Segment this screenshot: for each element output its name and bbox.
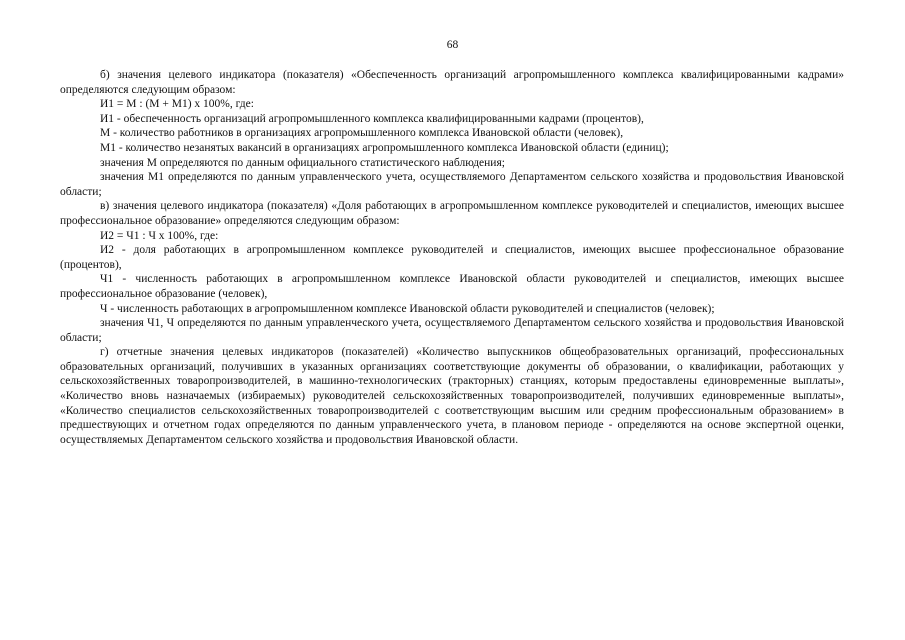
source-m1: значения М1 определяются по данным управленческого учета, осуществляемого Департаментом сельского хозяйства и продовольствия Ивановской области; — [60, 171, 844, 198]
paragraph-g: г) отчетные значения целевых индикаторов (показателей) «Количество выпускников общеобразовательных организаций, профессиональных образовательных организаций, получивших в указанных организациях соответствующие документы об образовании, о квалификации, работающих у сельскохозяйственных товаропроизводителей, в машинно-технологических (тракторных) станциях, которым предоставлены единовременные выплаты», «Количество вновь назначаемых (избираемых) руководителей сельскохозяйственных товаропроизводителей, получивших единовременные выплаты», «Количество специалистов сельскохозяйственных товаропроизводителей с соответствующим высшим или средним профессиональным образованием» в предшествующих и отчетном годах определяются по данным управленческого учета, в плановом периоде - определяются на основе экспертной оценки, осуществляемых Департаментом сельского хозяйства и продовольствия Ивановской области. — [60, 346, 844, 446]
definition-m: М - количество работников в организациях агропромышленного комплекса Ивановской области (человек), — [100, 127, 624, 140]
definition-ch: Ч - численность работающих в агропромышленном комплексе Ивановской области руководителей и специалистов (человек); — [100, 302, 715, 315]
formula-i2: И2 = Ч1 : Ч х 100%, где: — [100, 229, 219, 242]
source-m: значения М определяются по данным официального статистического наблюдения; — [100, 156, 505, 169]
definition-i2: И2 - доля работающих в агропромышленном комплексе руководителей и специалистов, имеющих высшее профессиональное образование (процентов), — [60, 244, 844, 271]
definition-ch1: Ч1 - численность работающих в агропромышленном комплексе Ивановской области руководителей и специалистов, имеющих высшее профессиональное образование (человек), — [60, 273, 844, 300]
definition-i1: И1 - обеспеченность организаций агропромышленного комплекса квалифицированными кадрами (процентов), — [100, 112, 644, 125]
definition-m1: М1 - количество незанятых вакансий в организациях агропромышленного комплекса Ивановской области (единиц); — [100, 141, 669, 154]
page-number: 68 — [446, 39, 459, 51]
source-ch: значения Ч1, Ч определяются по данным управленческого учета, осуществляемого Департаментом сельского хозяйства и продовольствия Ивановской области; — [60, 317, 844, 344]
paragraph-b-intro: б) значения целевого индикатора (показателя) «Обеспеченность организаций агропромышленного комплекса квалифицированными кадрами» определяются следующим образом: — [60, 69, 844, 96]
formula-i1: И1 = М : (М + М1) х 100%, где: — [100, 98, 254, 111]
body-text — [60, 68, 844, 447]
paragraph-v-intro: в) значения целевого индикатора (показателя) «Доля работающих в агропромышленном комплексе руководителей и специалистов, имеющих высшее профессиональное образование» определяются следующим образом: — [60, 200, 844, 227]
